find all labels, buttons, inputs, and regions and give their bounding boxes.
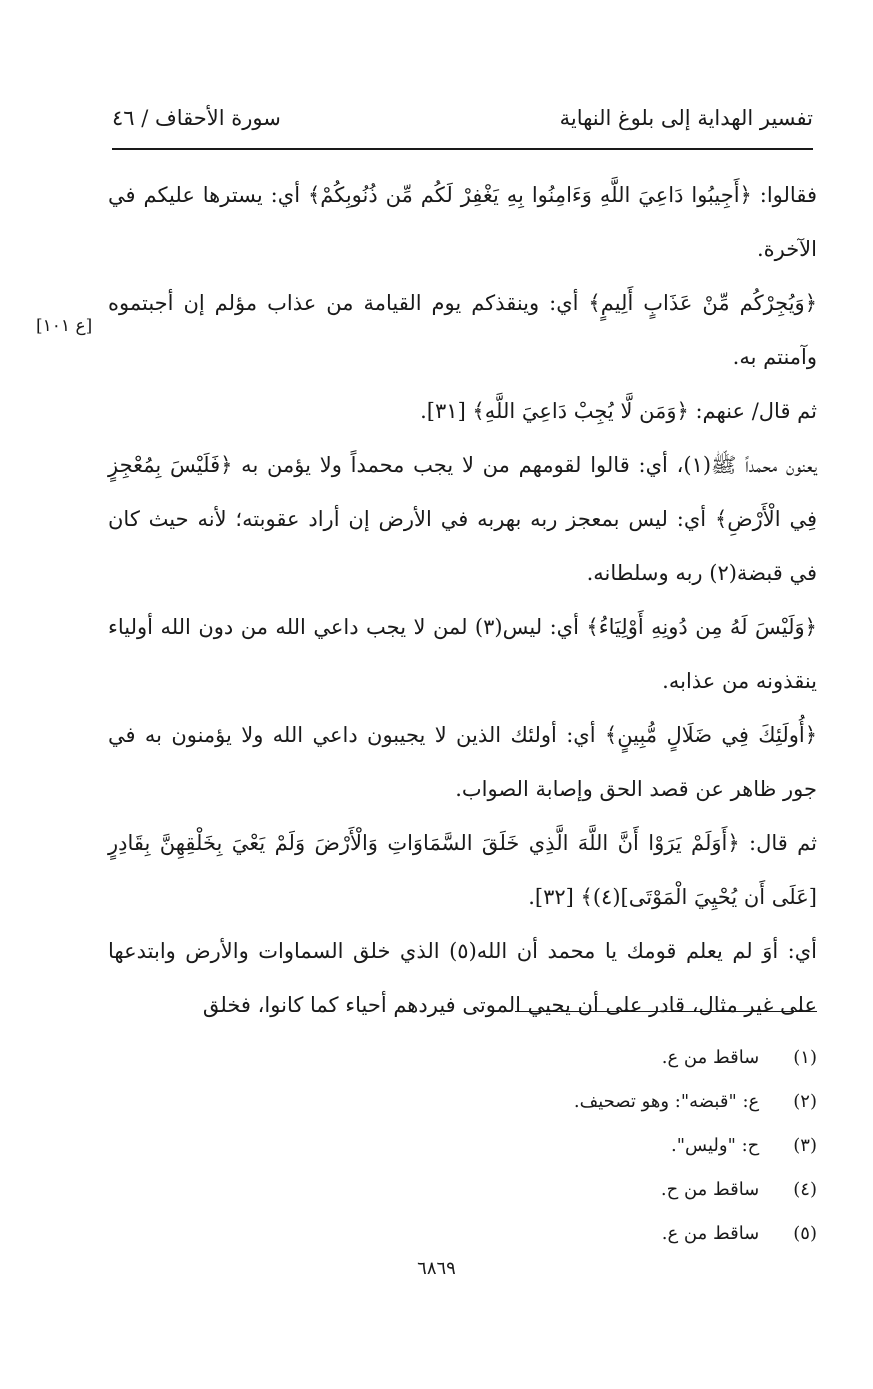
footnote-number: (٤) <box>793 1179 817 1200</box>
footnote-item <box>397 1124 817 1168</box>
surah-page-label: سورة الأحقاف / ٤٦ <box>112 106 281 130</box>
manuscript-margin-note: [ع ١٠١] <box>36 316 93 336</box>
footnotes <box>397 1036 817 1256</box>
footnote-number: (٥) <box>793 1223 817 1244</box>
paragraph: فقالوا: ﴿أَجِيبُوا دَاعِيَ اللَّهِ وَءَامِنُوا بِهِ يَغْفِرْ لَكُم مِّن ذُنُوبِكُمْ﴾ أي: يسترها عليكم في الآخرة. <box>108 183 817 261</box>
footnote-text: ساقط من ع. <box>661 1223 760 1244</box>
paragraph: أي: أوَ لم يعلم قومك يا محمد أن الله(٥) الذي خلق السماوات والأرض وابتدعها على غير مثال، قادر على أن يحيي الموتى فيردهم أحياء كما كانوا، فخلق <box>108 939 817 1017</box>
main-text <box>108 168 817 1032</box>
paragraph: يعنون محمداً ﷺ(١)، أي: قالوا لقومهم من لا يجب محمداً ولا يؤمن به ﴿فَلَيْسَ بِمُعْجِزٍ فِي الْأَرْضِ﴾ أي: ليس بمعجز ربه بهربه في الأرض إن أراد عقوبته؛ لأنه حيث كان في قبضة(٢) ربه وسلطانه. <box>108 453 817 585</box>
footnote-item <box>397 1168 817 1212</box>
book-title: تفسير الهداية إلى بلوغ النهاية <box>559 106 813 130</box>
footnote-text: ساقط من ع. <box>661 1047 760 1068</box>
paragraph: ﴿وَلَيْسَ لَهُ مِن دُونِهِ أَوْلِيَاءُ﴾ أي: ليس(٣) لمن لا يجب داعي الله من دون الله أولياء ينقذونه من عذابه. <box>108 615 817 693</box>
footnote-item <box>397 1036 817 1080</box>
footnote-number: (١) <box>793 1047 817 1068</box>
footnote-separator <box>515 1011 817 1012</box>
footnote-item <box>397 1080 817 1124</box>
paragraph: ﴿وَيُجِرْكُم مِّنْ عَذَابٍ أَلِيمٍ﴾ أي: وينقذكم يوم القيامة من عذاب مؤلم إن أجبتموه وآمنتم به. <box>108 291 817 369</box>
footnote-text: ح: "وليس". <box>671 1135 760 1156</box>
paragraph: ثم قال: ﴿أَوَلَمْ يَرَوْا أَنَّ اللَّهَ الَّذِي خَلَقَ السَّمَاوَاتِ وَالْأَرْضَ وَلَمْ يَعْيَ بِخَلْقِهِنَّ بِقَادِرٍ [عَلَى أَن يُحْيِيَ الْمَوْتَى](٤)﴾ [٣٢]. <box>108 831 817 909</box>
paragraph: ﴿أُولَئِكَ فِي ضَلَالٍ مُّبِينٍ﴾ أي: أولئك الذين لا يجيبون داعي الله ولا يؤمنون به في جور ظاهر عن قصد الحق وإصابة الصواب. <box>108 723 817 801</box>
footnote-text: ع: "قبضه": وهو تصحيف. <box>573 1091 760 1112</box>
footnote-item <box>397 1212 817 1256</box>
footnote-text: ساقط من ح. <box>660 1179 760 1200</box>
footnote-number: (٣) <box>793 1135 817 1156</box>
running-header <box>112 96 813 150</box>
paragraph: ثم قال/ عنهم: ﴿وَمَن لَّا يُجِبْ دَاعِيَ اللَّهِ﴾ [٣١]. <box>420 399 817 423</box>
page-number: ٦٨٦٩ <box>417 1258 456 1279</box>
footnote-number: (٢) <box>793 1091 817 1112</box>
